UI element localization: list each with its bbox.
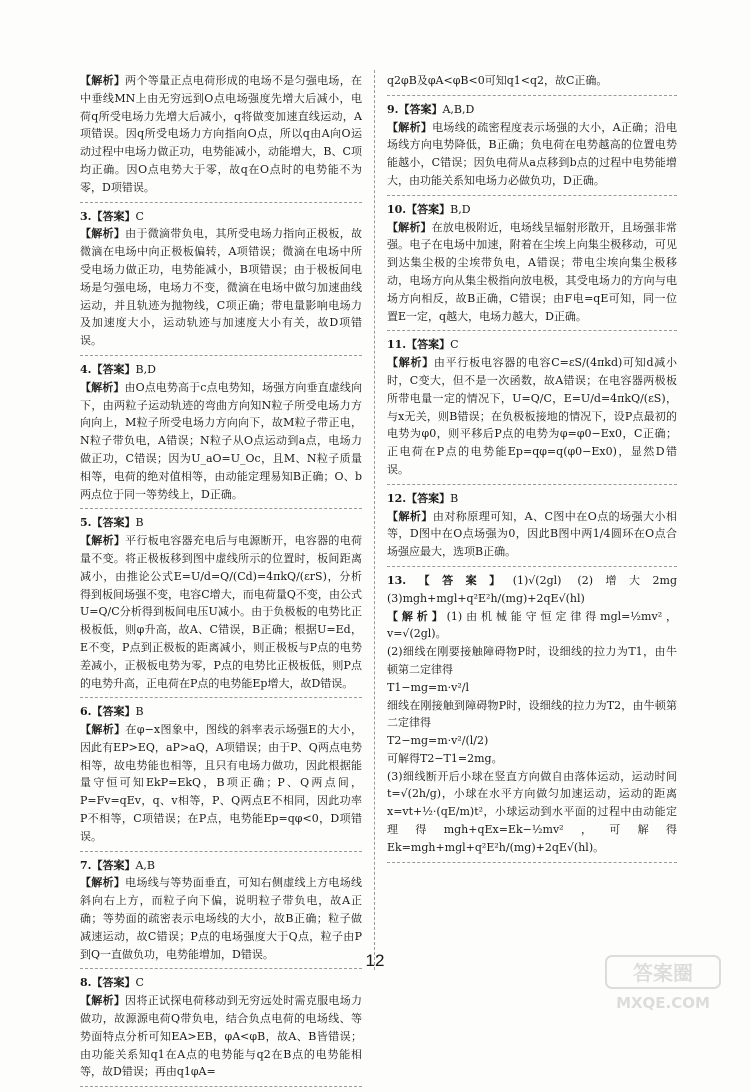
solution-line: 11.【答案】C bbox=[387, 338, 459, 352]
solution-line: 【解析】电场线的疏密程度表示场强的大小，A正确；沿电场线方向电势降低，B正确；负电荷在电势越高的位置电势能越小，C错误；因负电荷从a点移到b点的过程中电势能增大，由功能关系知电场力必做负功，D正确。 bbox=[387, 120, 678, 187]
column-separator bbox=[374, 70, 375, 970]
answer-tag: 8.【答案】 bbox=[80, 976, 136, 990]
solution-line: 9.【答案】A,B,D bbox=[387, 102, 475, 116]
sol-cont bbox=[80, 72, 362, 203]
analysis-tag: 【解析】 bbox=[80, 380, 125, 394]
solution-line: 6.【答案】B bbox=[80, 705, 144, 719]
analysis-tag: 【解析】 bbox=[387, 509, 433, 523]
sol-6 bbox=[80, 703, 362, 851]
solution-line: 7.【答案】A,B bbox=[80, 858, 156, 872]
answer-tag: 12.【答案】 bbox=[387, 491, 451, 505]
answer-tag: 10.【答案】 bbox=[387, 202, 451, 216]
sol-8 bbox=[80, 974, 362, 1087]
sol-5 bbox=[80, 514, 362, 698]
answer-tag: 5.【答案】 bbox=[80, 516, 136, 530]
svg-text:答案圈: 答案圈 bbox=[633, 961, 693, 985]
sol-11 bbox=[387, 336, 677, 484]
sol-9 bbox=[387, 101, 677, 196]
solution-line: 【解析】在φ−x图象中，图线的斜率表示场强E的大小，因此有EP>EQ，aP>aQ，A项错误；由于P、Q两点电势相等，故电势能也相等，且只有电场力做功，因此根据能量守恒可知EkP=EkQ，B项正确；P、Q两点间，P=Fv=qEv，q、v相等，P、Q两点E不相同，因此功率P不相等，C项错误；在P点，电势能Ep=qφ<0，D项错误。 bbox=[80, 723, 363, 843]
sol-4 bbox=[80, 361, 362, 509]
solution-line: 13.【答案】(1)√(2gl) (2)增大2mg (3)mgh+mgl+q²E²h/(mg)+2qE√(hl) bbox=[387, 573, 678, 605]
answer-tag: 11.【答案】 bbox=[387, 338, 451, 352]
answer-tag: 13.【答案】 bbox=[387, 573, 513, 587]
solution-line: 【解析】电场线与等势面垂直，可知右侧虚线上方电场线斜向右上方，而粒子向下偏，说明粒子带负电，故A正确；等势面的疏密表示电场线的大小，故B正确；粒子做减速运动，故C错误；P点的电场强度大于Q点，粒子由P到Q一直做负功，电势能增加，D错误。 bbox=[80, 876, 363, 961]
left-column bbox=[80, 72, 362, 1092]
sol-12 bbox=[387, 490, 677, 567]
analysis-tag: 【解析】 bbox=[387, 220, 432, 234]
solution-line: 【解析】由于微滴带负电，其所受电场力指向正极板，故微滴在电场中向正极板偏转，A项错误；微滴在电场中所受电场力做正功，电势能减小，B项错误；由于极板间电场是匀强电场，电场力不变，微滴在电场中做匀加速曲线运动，并且轨迹为抛物线，C项正确；带电量影响电场力及加速度大小，运动轨迹与加速度大小有关，故D项错误。 bbox=[80, 227, 363, 348]
solution-line: 【解析】因将正试探电荷移动到无穷远处时需克服电场力做功，故源源电荷Q带负电，结合负点电荷的电场线、等势面特点分析可知EA>EB，φA<φB，故A、B皆错误；由功能关系知q1在A点的电势能与q2在B点的电势能相等，故D错误；再由q1φA= bbox=[80, 994, 363, 1079]
solution-line: 细线在刚接触到障碍物P时，设细线的拉力为T2，由牛顿第二定律得 bbox=[387, 698, 677, 730]
solution-line: 10.【答案】B,D bbox=[387, 202, 471, 216]
analysis-tag: 【解析】 bbox=[80, 74, 126, 87]
sol-13 bbox=[387, 572, 677, 863]
answer-tag: 6.【答案】 bbox=[80, 705, 136, 719]
analysis-tag: 【解析】 bbox=[387, 609, 447, 623]
solution-line: 【解析】(1)由机械能守恒定律得mgl=½mv²，v=√(2gl)。 bbox=[387, 609, 678, 641]
solution-line: 4.【答案】B,D bbox=[80, 362, 156, 376]
solution-line: (2)细线在刚要接触障碍物P时，设细线的拉力为T1，由牛顿第二定律得 bbox=[387, 645, 677, 676]
svg-text:MXQE.COM: MXQE.COM bbox=[616, 994, 710, 1012]
answer-tag: 7.【答案】 bbox=[80, 858, 136, 872]
solution-line: (3)细线断开后小球在竖直方向做自由落体运动，运动时间t=√(2h/g)，小球在水平方向做匀加速运动，运动的距离x=vt+½·(qE/m)t²，小球运动到水平面的过程中由动能定理得mgh+qEx=Ek−½mv²，可解得Ek=mgh+mgl+q²E²h/(mg)+2qE√(hl)。 bbox=[387, 769, 677, 854]
answer-tag: 4.【答案】 bbox=[80, 362, 136, 376]
solution-line: 【解析】在放电极附近，电场线呈辐射形散开，且场强非常强。电子在电场中加速，附着在尘埃上向集尘极移动，可见到达集尘极的尘埃带负电，A错误；带电尘埃向集尘极移动，电场方向从集尘极指向放电极，其受电场力的方向与电场方向相反，故B正确，C错误；由F电=qE可知，同一位置E一定，q越大，电场力越大，D正确。 bbox=[387, 220, 677, 323]
analysis-tag: 【解析】 bbox=[80, 876, 126, 890]
sol-8-cont bbox=[387, 72, 677, 96]
solution-line: q2φB及φA<φB<0可知q1<q2，故C正确。 bbox=[387, 74, 608, 87]
solution-line: 【解析】平行板电容器充电后与电源断开，电容器的电荷量不变。将正极板移到图中虚线所示的位置时，板间距离减小，由推论公式E=U/d=Q/(Cd)=4πkQ/(εrS)，分析得到板间场强不变，电容C增大，而电荷量Q不变，由公式U=Q/C分析得到板间电压U减小。由于负极板的电势比正极板低，则φ升高，故A、C错误，B正确；根据U=Ed，E不变，P点到正极板的距离减小，则正极板与P点的电势差减小，正极板电势为零，P点的电势比正极板低，则P点的电势升高，正电荷在P点的电势能Ep增大，故D错误。 bbox=[80, 534, 363, 690]
solution-line: 【解析】由O点电势高于c点电势知，场强方向垂直虚线向下，由两粒子运动轨迹的弯曲方向知N粒子所受电场力方向向上，M粒子所受电场力方向向下，故M粒子带正电，N粒子带负电，A错误；N粒子从O点运动到a点，电场力做正功，C错误；因为U_aO=U_Oc，且M、N粒子质量相等，电荷的绝对值相等，由动能定理易知B正确；O、b两点位于同一等势线上，D正确。 bbox=[80, 380, 362, 501]
solution-line: 【解析】由平行板电容器的电容C=εS/(4πkd)可知d减小时，C变大，但不是一次函数，故A错误；在电容器两极板所带电量一定的情况下，U=Q/C，E=U/d=4πkQ/(εS)，与x无关，则B错误；在负极板接地的情况下，设P点最初的电势为φ0，则平移后P点的电势为φ=φ0−Ex0，C正确；正电荷在P点的电势能Ep=qφ=q(φ0−Ex0)，显然D错误。 bbox=[387, 356, 677, 476]
solution-line: T1−mg=m·v²/l bbox=[387, 680, 470, 694]
solution-line: T2−mg=m·v²/(l/2) bbox=[387, 734, 489, 748]
analysis-tag: 【解析】 bbox=[80, 534, 126, 548]
analysis-tag: 【解析】 bbox=[80, 227, 126, 241]
analysis-tag: 【解析】 bbox=[80, 994, 126, 1008]
solution-line: 12.【答案】B bbox=[387, 491, 459, 505]
solution-line: 【解析】由对称原理可知，A、C图中在O点的场强大小相等，D图中在O点场强为0，因此B图中两1/4圆环在O点合场强应最大，选项B正确。 bbox=[387, 509, 677, 559]
solution-line: 3.【答案】C bbox=[80, 209, 144, 223]
page-number: 12 bbox=[365, 951, 385, 970]
solution-line: 可解得T2−T1=2mg。 bbox=[387, 751, 503, 765]
sol-10 bbox=[387, 201, 677, 332]
solution-line: 【解析】两个等量正点电荷形成的电场不是匀强电场，在中垂线MN上由无穷远到O点电场强度先增大后减小，电荷q所受电场力先增大后减小，q将做变加速直线运动，A项错误。因q所受电场力方向指向O点，所以q由A向O运动过程中电场力做正功，电势能减小，动能增大，B、C项均正确。因O点电势大于零，故q在O点时的电势能不为零，D项错误。 bbox=[80, 74, 363, 194]
analysis-tag: 【解析】 bbox=[387, 356, 434, 370]
answer-tag: 3.【答案】 bbox=[80, 209, 136, 223]
analysis-tag: 【解析】 bbox=[387, 120, 433, 134]
analysis-tag: 【解析】 bbox=[80, 723, 126, 737]
right-column bbox=[387, 72, 677, 868]
solution-line: 5.【答案】B bbox=[80, 516, 144, 530]
watermark-logo bbox=[604, 952, 722, 1014]
sol-3 bbox=[80, 208, 362, 356]
solution-line: 8.【答案】C bbox=[80, 976, 144, 990]
answer-tag: 9.【答案】 bbox=[387, 102, 443, 116]
